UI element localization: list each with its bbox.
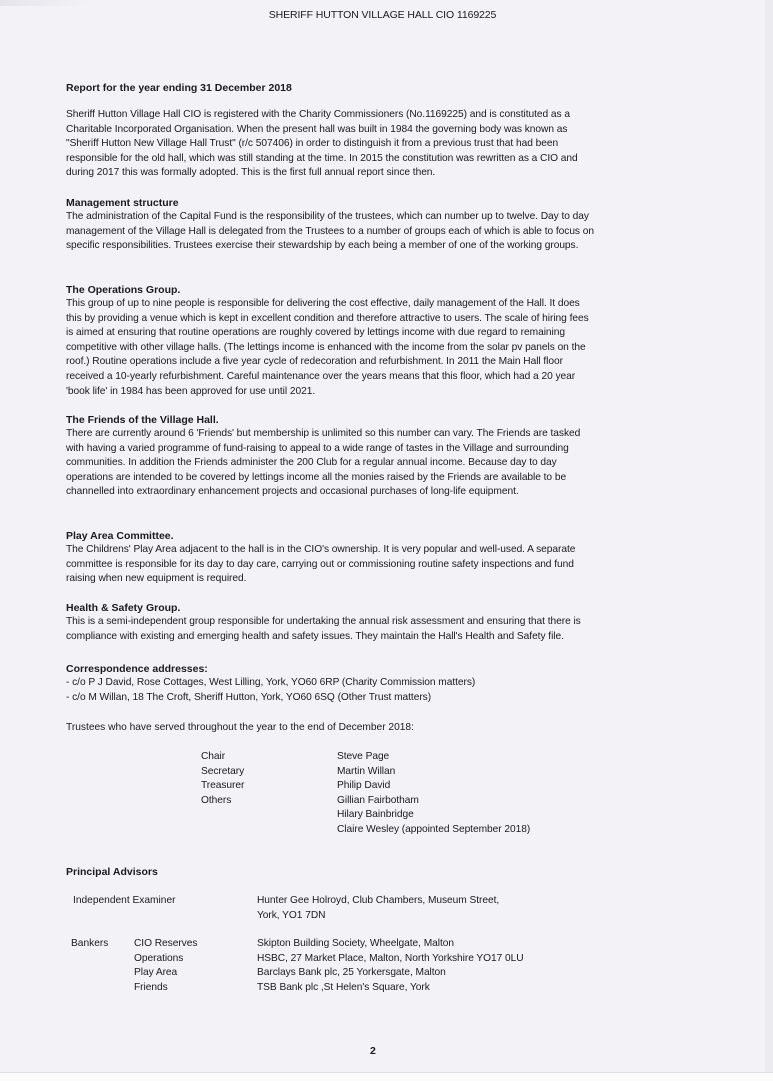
- friends-line: There are currently around 6 'Friends' but membership is unlimited so this number can vary. The Friends are tasked: [66, 428, 581, 439]
- principal-advisors-heading: Principal Advisors: [66, 866, 158, 878]
- bank-name: TSB Bank plc ,St Helen's Square, York: [257, 981, 430, 993]
- correspondence-address: - c/o M Willan, 18 The Croft, Sheriff Hutton, York, YO60 6SQ (Other Trust matters): [66, 691, 432, 703]
- bank-name: HSBC, 27 Market Place, Malton, North Yorkshire YO17 0LU: [257, 952, 524, 964]
- bank-role: CIO Reserves: [134, 938, 198, 949]
- bank-role: Play Area: [134, 967, 178, 979]
- health-safety-line: compliance with existing and emerging health and safety issues. They maintain the Hall's Health and Safety file.: [66, 630, 564, 642]
- trustee-names: [337, 750, 597, 838]
- examiner-line: York, YO1 7DN: [257, 909, 326, 921]
- operations-heading: The Operations Group.: [66, 284, 181, 296]
- trustee-name: Philip David: [337, 780, 391, 792]
- play-area-line: raising when new equipment is required.: [66, 573, 247, 585]
- management-line: The administration of the Capital Fund is the responsibility of the trustees, which can number up to twelve. Day to day: [66, 211, 589, 222]
- friends-line: communities. In addition the Friends administer the 200 Club for a regular annual income. Because day to day: [66, 457, 557, 469]
- health-safety-heading: Health & Safety Group.: [66, 602, 181, 614]
- play-area-line: The Childrens' Play Area adjacent to the hall is in the CIO's ownership. It is very popular and well-used. A separate: [66, 544, 576, 555]
- operations-line: This group of up to nine people is responsible for delivering the cost effective, daily management of the Hall. It does: [66, 298, 580, 309]
- health-safety-paragraph: [66, 615, 686, 644]
- trustee-name: Gillian Fairbotham: [337, 794, 419, 806]
- operations-line: received a 10-yearly refurbishment. Careful maintenance over the years means that this floor, which had a 20 year: [66, 370, 576, 382]
- bank-name: Skipton Building Society, Wheelgate, Malton: [257, 938, 454, 949]
- trustee-name: Claire Wesley (appointed September 2018): [337, 823, 531, 835]
- health-safety-line: This is a semi-independent group responsible for undertaking the annual risk assessment and ensuring that there is: [66, 616, 581, 627]
- management-line: management of the Village Hall is delegated from the Trustees to a number of groups each of which is able to focus on: [66, 225, 594, 237]
- trustee-name: Martin Willan: [337, 765, 396, 777]
- document-header: SHERIFF HUTTON VILLAGE HALL CIO 1169225: [268, 9, 497, 21]
- friends-line: with having a varied programme of fund-raising to appeal to a wide range of tastes in the Village and surrounding: [66, 442, 569, 454]
- trustee-role: Others: [201, 794, 232, 806]
- friends-heading: The Friends of the Village Hall.: [66, 414, 219, 426]
- trustee-role: Secretary: [201, 765, 245, 777]
- examiner-label: Independent Examiner: [73, 895, 176, 906]
- report-title: Report for the year ending 31 December 2018: [66, 82, 292, 94]
- trustee-roles: [201, 750, 321, 808]
- play-area-heading: Play Area Committee.: [66, 530, 174, 542]
- examiner-address: [257, 894, 577, 923]
- management-heading: Management structure: [66, 197, 179, 209]
- scan-edge-right: [765, 0, 773, 1080]
- play-area-line: committee is responsible for its day to day care, carrying out or commissioning routine safety inspections and fund: [66, 558, 574, 570]
- operations-line: 'book life' in 1984 has been approved for use until 2021.: [66, 385, 316, 397]
- bankers-label: Bankers: [71, 938, 109, 949]
- management-paragraph: [66, 210, 686, 254]
- operations-line: roof.) Routine operations include a five year cycle of redecoration and refurbishment. In 2011 the Main Hall floor: [66, 356, 563, 368]
- operations-line: competitive with other village halls. (The lettings income is enhanced with the income from the solar pv panels on the: [66, 341, 586, 353]
- scan-artifact: [0, 0, 90, 6]
- trustee-role: Treasurer: [201, 780, 245, 792]
- intro-line: Charitable Incorporated Organisation. When the present hall was built in 1984 the governing body was known as: [66, 123, 568, 135]
- trustees-intro: Trustees who have served throughout the year to the end of December 2018:: [66, 722, 414, 733]
- intro-line: Sheriff Hutton Village Hall CIO is registered with the Charity Commissioners (No.1169225) and is constituted as a: [66, 109, 570, 120]
- intro-paragraph: [66, 108, 686, 181]
- play-area-paragraph: [66, 543, 686, 587]
- bank-role: Friends: [134, 981, 168, 993]
- friends-line: operations are intended to be covered by lettings income all the monies raised by the Friends are available to be: [66, 471, 567, 483]
- trustee-role: Chair: [201, 751, 226, 762]
- correspondence-list: [66, 676, 686, 705]
- intro-line: responsible for the old hall, which was still standing at the time. In 2015 the constitution was rewritten as a CIO and: [66, 152, 578, 164]
- trustee-name: Steve Page: [337, 751, 390, 762]
- intro-line: during 2017 this was formally adopted. This is the first full annual report since then.: [66, 167, 436, 179]
- correspondence-heading: Correspondence addresses:: [66, 663, 208, 675]
- friends-line: channelled into extraordinary enhancement projects and occasional purchases of long-life equipment.: [66, 486, 519, 498]
- bank-names: [257, 937, 637, 995]
- intro-line: "Sheriff Hutton New Village Hall Trust" (r/c 507406) in order to distinguish it from a previous trust that had been: [66, 138, 559, 150]
- operations-line: this by providing a venue which is kept in excellent condition and therefore attractive to users. The scale of hiring fees: [66, 312, 589, 324]
- page-number: 2: [370, 1045, 376, 1057]
- operations-line: is aimed at ensuring that routine operations are roughly covered by lettings income with due regard to remaining: [66, 327, 565, 339]
- bank-role: Operations: [134, 952, 184, 964]
- operations-paragraph: [66, 297, 686, 399]
- correspondence-address: - c/o P J David, Rose Cottages, West Lilling, York, YO60 6RP (Charity Commission matters): [66, 677, 476, 688]
- management-line: specific responsibilities. Trustees exercise their stewardship by each being a member of one of the working groups.: [66, 240, 579, 252]
- friends-paragraph: [66, 427, 686, 500]
- bank-name: Barclays Bank plc, 25 Yorkersgate, Malton: [257, 967, 446, 979]
- examiner-line: Hunter Gee Holroyd, Club Chambers, Museum Street,: [257, 895, 500, 906]
- trustee-name: Hilary Bainbridge: [337, 809, 414, 821]
- bank-roles: [134, 937, 244, 995]
